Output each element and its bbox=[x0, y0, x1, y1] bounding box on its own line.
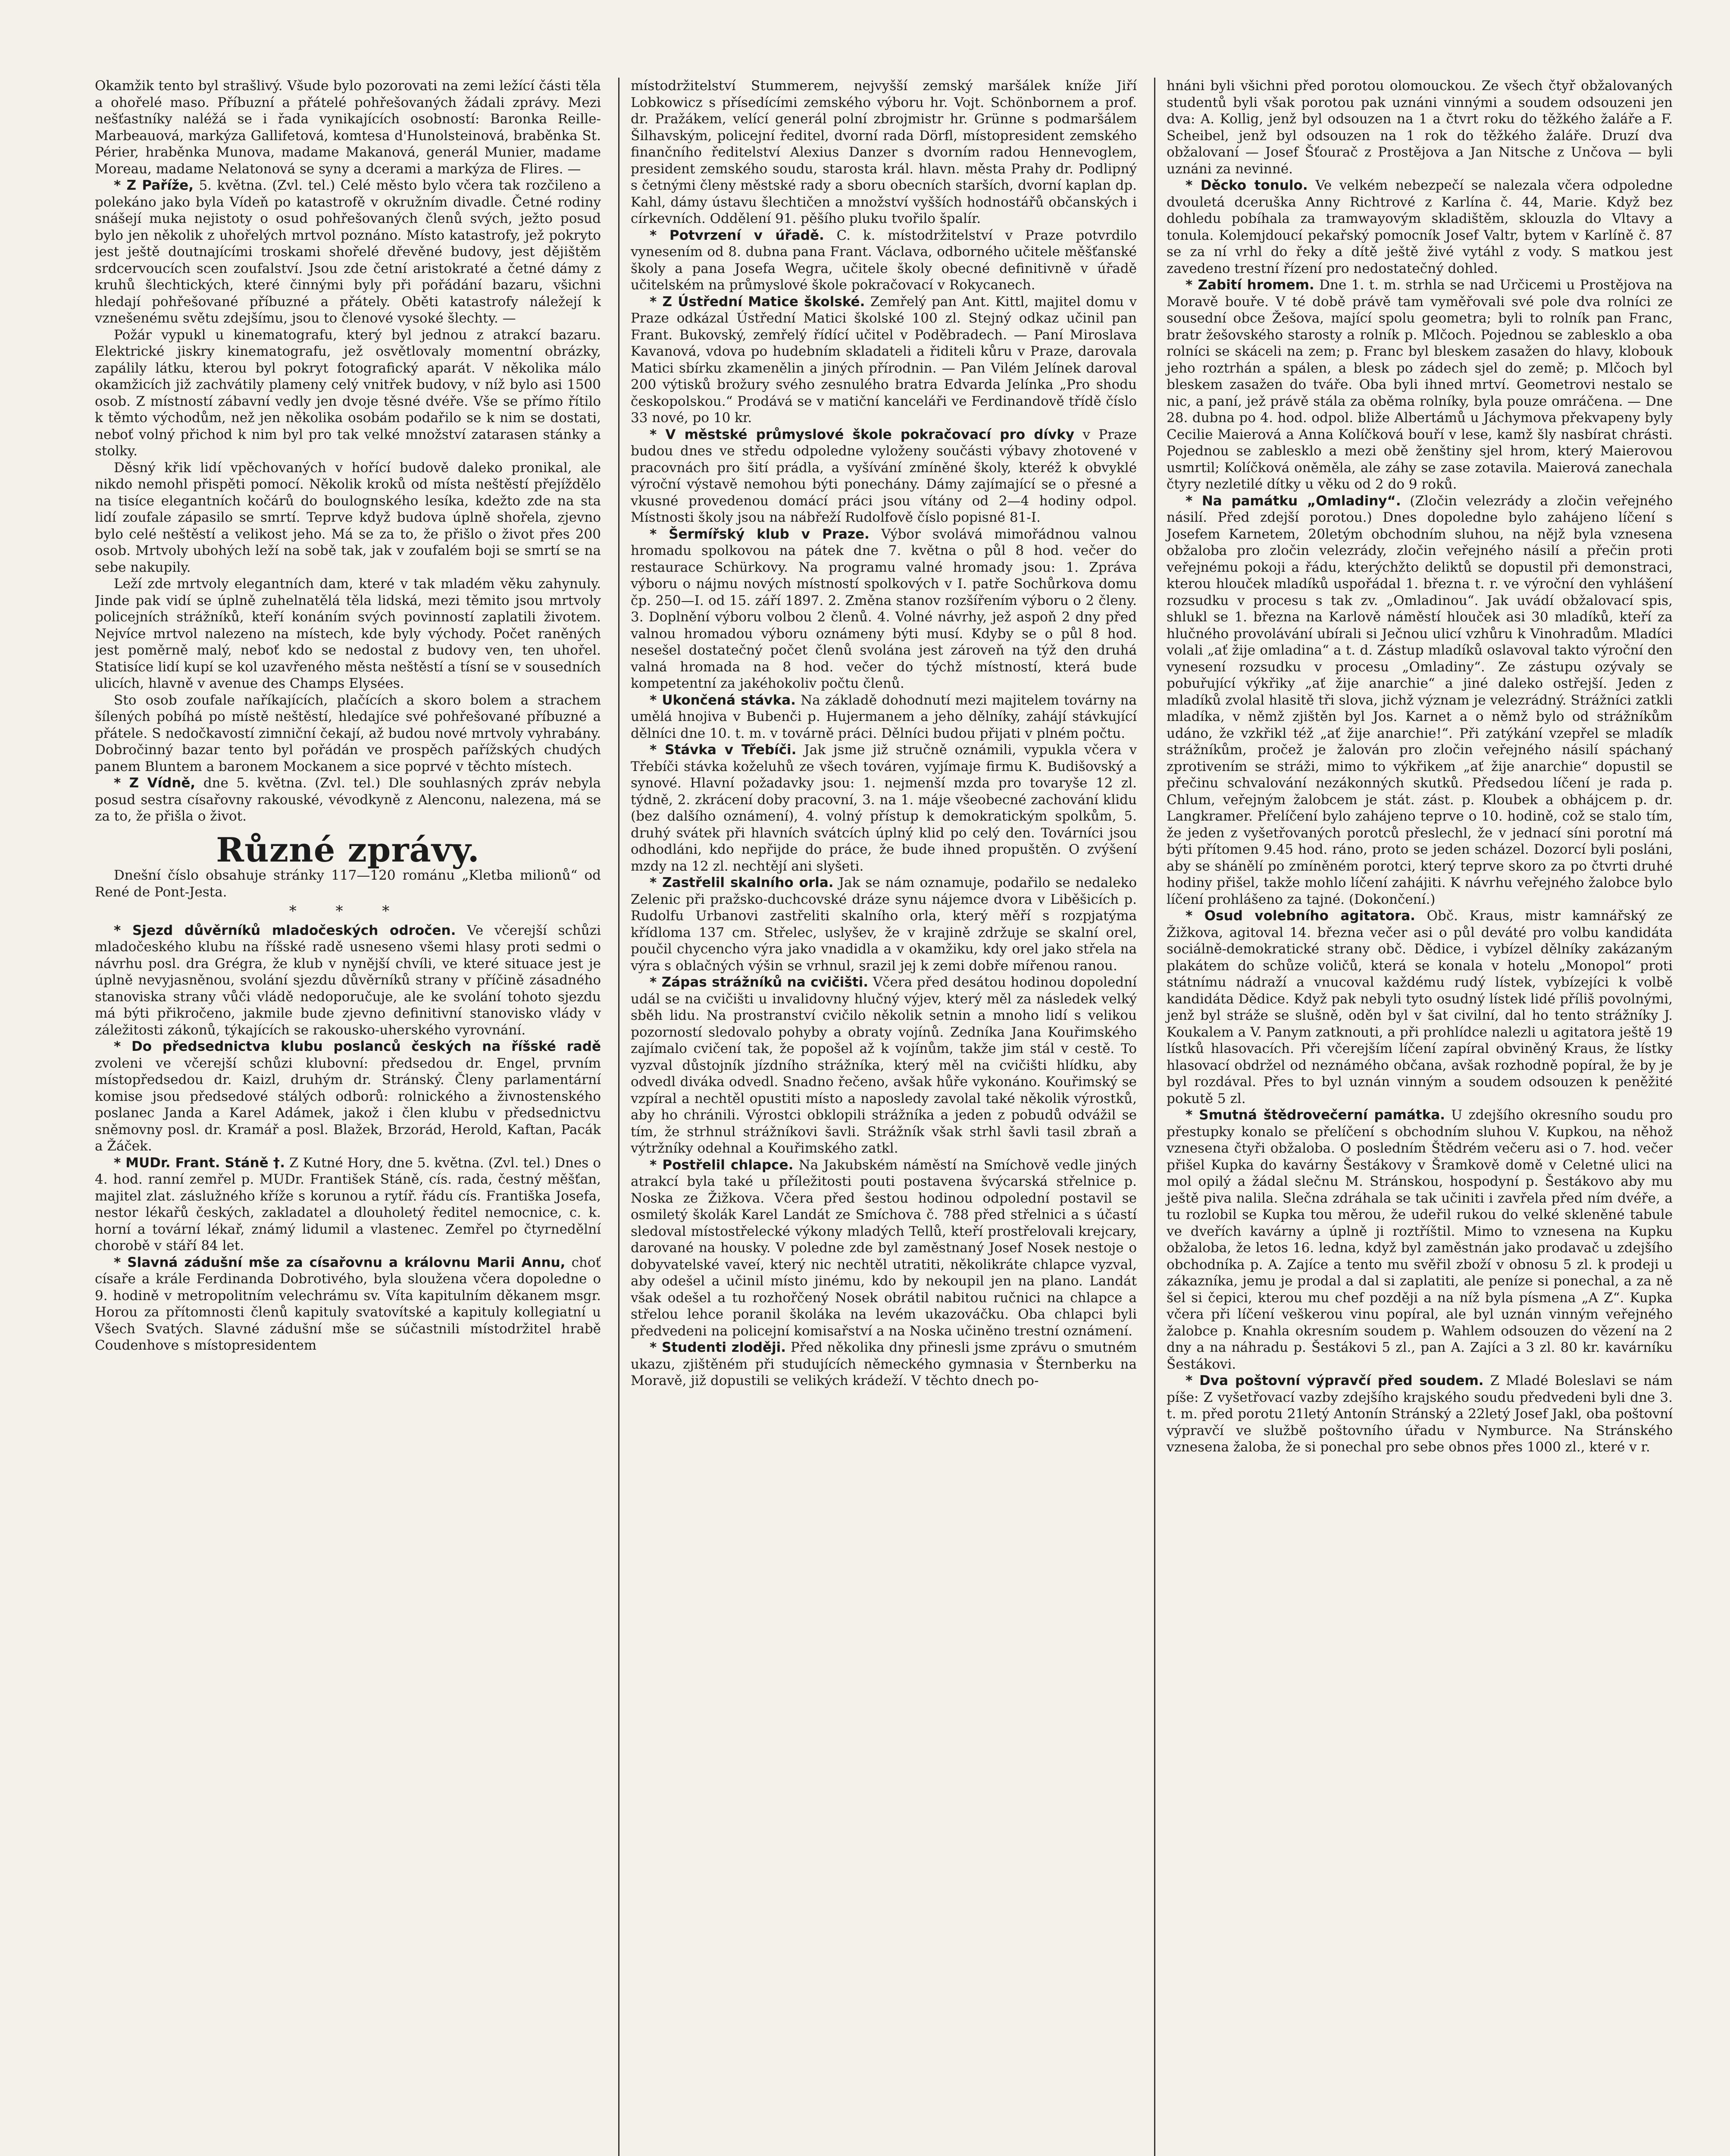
news-item-heading: * Slavná zádušní mše za císařovnu a královnu Marii Annu, bbox=[114, 1254, 566, 1270]
news-item-text: Včera před desátou hodinou dopolední udál se na cvičišti u invalidovny hlučný výjev, který měl za následek velký sběh lidu. Na prostranství cvičilo několik setnin a mnoho lidí s velikou pozorností sledovalo pohyby a obraty vojínů. Zedníka Jana Kouřimského zajímalo cvičení tak, že popošel až k vojínům, takže jim stál v cestě. To vyzval důstojník jízdního strážníka, který měl na cvičišti hlídku, aby odvedl diváka odvedl. Snadno řečeno, avšak hůře vykonáno. Kouřimský se vzpíral a nechtěl opustiti místo a naposledy zavolal také několik výrostků, aby ho chránili. Výrostci obklopili strážníka a jeden z pobudů odvážil se tím, že strhnul strážníkovi šavli. Strážník však strhl šavli tasil zbraň a výtržníky odehnal a Kouřimského zatkl. bbox=[631, 975, 1137, 1156]
news-item-heading: * Sjezd důvěrníků mladočeských odročen. bbox=[114, 922, 456, 938]
news-item bbox=[1167, 493, 1673, 908]
article-paragraph bbox=[631, 78, 1137, 227]
news-item-text: Z Mladé Boleslavi se nám píše: Z vyšetřovací vazby zdejšího krajského soudu předvedeni byli dne 3. t. m. před porotu 21letý Antonín Stránský a 22letý Josef Jakl, oba poštovní výpravčí ve službě poštovního úřadu v Nymburce. Na Stránského vznesena žaloba, že si ponechal pro sebe obnos přes 1000 zl., které v r. bbox=[1167, 1373, 1673, 1455]
article-paragraph bbox=[95, 692, 601, 775]
news-item bbox=[631, 294, 1137, 426]
news-item-text: Ve včerejší schůzi mladočeského klubu na říšské radě usneseno všemi hlasy proti sedmi o návrhu posl. dra Grégra, že klub v nynější chvíli, ve které situace jest je úplně nevyjasněnou, svolání sjezdu důvěrníků strany v příčině zásadného stanoviska strany vůči vládě nedoporučuje, ale ke svolání tohoto sjezdu má býti přikročeno, jakmile bude zjevno definitivní stanovisko vlády v záležitosti zákonů, týkajících se rakousko-uherského vyrovnání. bbox=[95, 922, 601, 1038]
news-item bbox=[631, 426, 1137, 526]
news-item-text: Na základě dohodnutí mezi majitelem továrny na umělá hnojiva v Bubenči p. Hujermanem a jeho dělníky, zahájí stávkující dělníci dne 10. t. m. v továrně práci. Dělníci budou přijati v plném počtu. bbox=[631, 692, 1137, 741]
news-item-text: 5. května. (Zvl. tel.) Celé město bylo včera tak rozčileno a polekáno jako byla Vídeň po katastrofě v okružním divadle. Četné rodiny snášejí muka nejistoty o osud pohřešovaných členů svých, ježto posud bylo jen několik z uhořelých mrtvol poznáno. Místo katastrofy, jež pokryto jest ještě doutnajícími troskami shořelé dřevěné budovy, jest dějištěm srdcervoucích scen zoufalství. Jsou zde četní aristokraté a četné dámy z kruhů šlechtických, které činnými byly při pořádání bazaru, všichni hledají pohřešované příbuzné a přátely. Oběti katastrofy náležejí k vznešenému světu zdejšímu, jsou to členové vysoké šlechty. — bbox=[95, 178, 601, 326]
news-item bbox=[631, 974, 1137, 1157]
news-item bbox=[95, 1254, 601, 1354]
news-item-heading: * Zastřelil skalního orla. bbox=[650, 875, 834, 890]
news-item bbox=[631, 526, 1137, 692]
news-item-text: (Zločin velezrády a zločin veřejného násilí. Před zdejší porotou.) Dnes dopoledne bylo zahájeno líčení s Josefem Karnetem, 20letým obchodním sluhou, na nějž byla vznesena obžaloba pro zločin velezrády, zločin veřejného násilí a přečin proti veřejnému pokoji a řádu, kterýchžto deliktů se dopustil při demonstraci, kterou hlouček mladíků uspořádal 1. března t. r. ve výroční den vyhlášení rozsudku v procesu s tak zv. „Omladinou“. Jak uvádí obžalovací spis, shlukl se 1. března na Karlově náměstí hlouček asi 30 mladíků, kteří za hlučného provolávání ubírali si Ječnou ulicí vzhůru k Vinohradům. Mladíci volali „ať žije omladina“ a t. d. Zástup mladíků oslavoval takto výroční den vynesení rozsudku v procesu „Omladiny“. Ze zástupu ozývaly se pobuřující výkřiky „ať žije anarchie“ a jiné daleko ostřejší. Jeden z mladíků zvolal hlasitě tři slova, jichž význam je velezrádný. Strážníci zatkli mladíka, v němž zjištěn byl Jos. Karnet a o němž bylo od strážníkům udáno, že vzkřikl též „ať žije anarchie!“. Při zatýkání vzepřel se mladík strážníkům, pročež je žalován pro zločin veřejného násilí spáchaný zprotivením se stráži, mimo to výkřikem „ať žije anarchie“ dopustil se přečinu schvalování nezákonných skutků. Předsedou líčení je rada p. Chlum, veřejným žalobcem je stát. zást. p. Kloubek a obhájcem p. dr. Langkramer. Přelíčení bylo zahájeno teprve o 10. hodině, což se stalo tím, že jeden z vyšetřovaných porotců přeslechl, že v jednací síni porotní má býti přítomen 9.45 hod. ráno, proto se jeden scházel. Dozorcí byli posláni, aby se shánělí po zmíněném porotci, který teprve skoro za po čtvrti druhé hodiny přišel, takže mohlo líčení zahájiti. K návrhu veřejného žalobce bylo líčení prohlášeno za tajné. (Dokončení.) bbox=[1167, 493, 1673, 907]
column-left bbox=[95, 78, 601, 2156]
news-item-text: Zemřelý pan Ant. Kittl, majitel domu v Praze odkázal Ústřední Matici školské 100 zl. Stejný odkaz učinil pan Frant. Bukovský, zemřelý řídící učitel v Poděbradech. — Paní Miroslava Kavanová, vdova po hudebním skladateli a řiditeli kůru v Praze, darovala Matici sbírku zkamenělin a jiných přírodnin. — Pan Vilém Jelínek daroval 200 výtisků brožury svého zesnulého bratra Edvarda Jelínka „Pro shodu českopolskou.“ Prodává se v matiční kanceláři ve Ferdinandově třídě číslo 33 nové, po 10 kr. bbox=[631, 294, 1137, 426]
news-item-text: Okamžik tento byl strašlivý. Všude bylo pozorovati na zemi ležící části těla a ohořelé maso. Příbuzní a přátelé pohřešovaných žádali zprávy. Mezi nešťastníky naléžá se i řada vynikajících osobností: Baronka Reille-Marbeauová, markýza Gallifetová, komtesa d'Hunolsteinová, braběnka St. Périer, hraběnka Munova, madame Makanová, generál Munier, madame Moreau, madame Nelatonová se syny a dcerami a markýza de Flires. — bbox=[95, 78, 601, 177]
news-item-text: Dne 1. t. m. strhla se nad Určicemi u Prostějova na Moravě bouře. V té době právě tam vyměřovali své pole dva rolníci ze sousední obce Žešova, mající spolu geometra; byli to rolník pan Franc, bratr žešovského starosty a rolník p. Mlčoch. Pojednou se zablesklo a oba rolníci se skáceli na zem; p. Franc byl bleskem zasažen do hlavy, klobouk jeho roztrhán a spálen, a blesk po zádech sjel do země; p. Mlčoch byl bleskem zasažen do tváře. Oba byli ihned mrtví. Geometrovi nestalo se nic, a paní, jež právě stála za oběma rolníky, byla pouze omráčena. — Dne 28. dubna po 4. hod. odpol. bliže Albertámů u Jáchymova překvapeny byly Cecilie Maierová a Anna Kolíčková bouří v lese, kamž šly nasbírat chrásti. Pojednou se zablesklo a mezi obě ženštiny sjel hrom, který Maierovou usmrtil; Kolíčková oněměla, ale záhy se zase zotavila. Maierová zanechala čtyry nezletilé dítky u věku od 2 do 9 roků. bbox=[1167, 277, 1673, 492]
news-item bbox=[95, 922, 601, 1039]
news-item-heading: * Smutná štědrovečerní památka. bbox=[1186, 1107, 1445, 1123]
news-item-heading: * Stávka v Třebíči. bbox=[650, 742, 797, 758]
news-item bbox=[1167, 1107, 1673, 1373]
section-separator: * * * bbox=[289, 903, 407, 920]
news-item-text: dne 5. května. (Zvl. tel.) Dle souhlasných zpráv nebyla posud sestra císařovny rakouské, vévodkyně z Alenconu, nalezena, má se za to, že přišla o život. bbox=[95, 775, 601, 824]
news-item-heading: * Studenti zloději. bbox=[650, 1340, 786, 1355]
news-item-heading: * MUDr. Frant. Stáně †. bbox=[114, 1155, 285, 1171]
news-item-text: C. k. místodržitelství v Praze potvrdilo vynesením od 8. dubna pana Frant. Václava, odborného učitele měšťanské školy a pana Josefa Wegra, učitele školy obecné definitivně v úřadě učitelském na průmyslové škole pokračovací v Rokycanech. bbox=[631, 227, 1137, 293]
news-item-text: Leží zde mrtvoly elegantních dam, které v tak mladém věku zahynuly. Jinde pak vidí se úplně zuhelnatělá těla lidská, mezi těmito jsou mrtvoly policejních strážníků, kteří konáním svých povinností zaplatili životem. Nejvíce mrtvol nalezeno na místech, kde byly východy. Počet raněných jest poměrně malý, neboť kdo se nedostal z budovy ven, ten uhořel. Statisíce lidí kupí se kol uzavřeného města neštěstí a tísní se v sousedních ulicích, hlavně v avenue des Champs Elysées. bbox=[95, 576, 601, 691]
news-item bbox=[95, 1155, 601, 1254]
news-item-text: místodržitelství Stummerem, nejvyšší zemský maršálek kníže Jiří Lobkowicz s přísedícími zemského výboru hr. Vojt. Schönbornem a prof. dr. Pražákem, velící generál polní zbrojmistr hr. Grünne s podmaršálem Šilhavským, policejní ředitel, dvorní rada Dörfl, místopresident zemského finančního ředitelství Alexius Danzer s dvorním radou Hennevoglem, president zemského soudu, starosta král. hlavn. města Prahy dr. Podlipný s četnými členy městské rady a sboru obecních starších, dvorní kaplan dp. Kahl, dámy ústavu šlechtičen a množství vyšších hodnostářů občanských i církevních. Oddělení 91. pěšího pluku tvořilo špalír. bbox=[631, 78, 1137, 226]
news-item bbox=[631, 1157, 1137, 1340]
news-item-text: Jak se nám oznamuje, podařilo se nedaleko Zelenic při pražsko-duchcovské dráze synu nájemce dvora v Liběšicích p. Rudolfu Urbanovi zastřeliti skalního orla, který měří s rozpjatýma křídloma 137 cm. Střelec, uslyšev, že v krajině zdržuje se skalní orel, poučil chycencho výra jako vnadidla a v okamžiku, kdy orel jako střela na výra s oblačných výšin se vrhnul, srazil jej k zemi dobře mířenou ranou. bbox=[631, 875, 1137, 974]
news-item-heading: * Šermířský klub v Praze. bbox=[650, 526, 870, 542]
news-item bbox=[1167, 908, 1673, 1107]
news-item-text: choť císaře a krále Ferdinanda Dobrotivého, byla sloužena včera dopoledne o 9. hodině v metropolitním velechrámu sv. Víta kapitulním děkanem msgr. Horou za přítomnosti členů kapituly svatovítské a kapituly kollegiatní u Všech Svatých. Slavné zádušní mše se súčastnili místodržitel hrabě Coudenhove s místopresidentem bbox=[95, 1254, 601, 1353]
news-item-text: zvoleni ve včerejší schůzi klubovní: předsedou dr. Engel, prvním místopředsedou dr. Kaizl, druhým dr. Stránský. Členy parlamentární komise jsou předsedové stálých odborů: rolnického a živnostenského poslanec Janda a Karel Adámek, jakož i člen klubu v předsednictvu sněmovny posl. dr. Kramář a posl. Blažek, Brzorád, Herold, Kaftan, Pacák a Žáček. bbox=[95, 1055, 601, 1154]
news-item-heading: * Děcko tonulo. bbox=[1186, 178, 1308, 193]
news-item bbox=[95, 775, 601, 825]
news-item-text: Výbor svolává mimořádnou valnou hromadu spolkovou na pátek dne 7. května o půl 8 hod. večer do restaurace Schürkovy. Na programu valné hromady jsou: 1. Zpráva výboru o nájmu nových místností spolkových v I. patře Sochůrkova domu čp. 250—I. od 15. září 1897. 2. Změna stanov rozšířením výboru o 2 členy. 3. Doplnění výboru volbou 2 členů. 4. Volné návrhy, jež aspoň 2 dny před valnou hromadou výboru oznámeny býti musí. Kdyby se o půl 8 hod. nesešel dostatečný počet členů svolána jest zároveň na týž den druhá valná hromada na 8 hod. večer do týchž místností, která bude kompetentní za jakéhokoliv počtu členů. bbox=[631, 526, 1137, 691]
news-item-heading: * Ukončená stávka. bbox=[650, 692, 796, 708]
newspaper-page bbox=[95, 78, 1673, 2156]
news-item-heading: * V městské průmyslové škole pokračovací pro dívky bbox=[650, 426, 1075, 442]
news-item-text: Sto osob zoufale naříkajících, plačících a skoro bolem a strachem šílených pobíhá po místě neštěstí, hledajíce své pohřešované příbuzné a přátele. S nedočkavostí zimniční čekají, až budou nové mrtvoly vyhrabány. Dobročinný bazar tento byl pořádán ve prospěch pařížských chudých panem Bluntem a baronem Mockanem a sice poprvé v těchto místech. bbox=[95, 692, 601, 774]
news-item-heading: * Z Ústřední Matice školské. bbox=[650, 294, 865, 310]
news-item-text: Před několika dny přinesli jsme zprávu o smutném ukazu, zjištěném při studujících německého gymnasia v Šternberku na Moravě, již dopustili se velikých krádeží. V těchto dnech po- bbox=[631, 1340, 1137, 1388]
news-item-text: Ve velkém nebezpečí se nalezala včera odpoledne dvouletá dceruška Anny Richtrové z Karlína č. 44, Marie. Když bez dohledu pobíhala za tramwayovým skladištěm, sklouzla do Vltavy a tonula. Kolemjdoucí pekařský pomocník Josef Valtr, bytem v Karlíně č. 87 se za ní vrhl do řeky a dítě ještě živé vytáhl z vody. S matkou jest zavedeno trestní řízení pro nedostatečný dohled. bbox=[1167, 178, 1673, 276]
news-item-heading: * Z Paříže, bbox=[114, 178, 194, 193]
news-item-text: U zdejšího okresního soudu pro přestupky konalo se přelíčení s obchodním sluhou V. Kupkou, na něhož vznesena čtyři obžaloba. O posledním Štědrém večeru asi o 7. hod. večer přišel Kupka do kavárny Šestákovy v Šramkově domě v Celetné ulici na mol opilý a žádal slečnu M. Stránskou, hospodyní p. Šestákovo aby mu ještě piva nalila. Slečna zdráhala se tak učiniti i zavřela před ním dvéře, a tu rozlobil se Kupka tou měrou, že udeřil rukou do velké skleněné tabule ve dveřích kavárny a úplně ji roztříštil. Mimo to vznesena na Kupku obžaloba, že letos 16. ledna, když byl zaměstnán jako prodavač u zdejšího obchodníka p. A. Zajíce a tento mu svěřil zboží v obnosu 5 zl. k prodeji u zákazníka, jemu je prodal a dal si zaplatiti, ale peníze si ponechal, a za ně šel si čepici, kterou mu chef později a na níž byla písmena „A Z“. Kupka včera při líčení veškerou vinu popíral, ale byl uznán vinným veřejného žalobce p. Knahla okresním soudem p. Wahlem odsouzen do vězení na 2 dny a na náhradu p. Šestákovi 5 zl., pan A. Zajíci a 3 zl. 80 kr. kavárníku Šestákovi. bbox=[1167, 1107, 1673, 1372]
news-item-text: Dnešní číslo obsahuje stránky 117—120 románu „Kletba milionů“ od René de Pont-Jesta. bbox=[95, 868, 601, 900]
news-item-text: v Praze budou dnes ve středu odpoledne vyloženy součásti výbavy zhotovené v pracovnách pro šití prádla, a vyšívání zmíněné školy, kteréž k obvyklé výroční výstavě nemohou býti ponechány. Dámy zajímající se o přesné a vkusné provedenou domácí práci jsou vítány od 2—4 hodiny odpol. Místnosti školy jsou na nábřeží Rudolfově číslo popisné 81-I. bbox=[631, 426, 1137, 525]
news-item bbox=[1167, 177, 1673, 277]
article-paragraph bbox=[95, 460, 601, 576]
news-item-heading: * Dva poštovní výpravčí před soudem. bbox=[1186, 1373, 1484, 1388]
article-paragraph bbox=[95, 327, 601, 460]
news-item bbox=[95, 177, 601, 327]
news-item-heading: * Zabití hromem. bbox=[1186, 277, 1314, 293]
news-item bbox=[631, 227, 1137, 294]
column-right bbox=[1154, 78, 1673, 2156]
news-item bbox=[631, 742, 1137, 874]
column-middle bbox=[618, 78, 1137, 2156]
news-item bbox=[1167, 277, 1673, 493]
news-item-heading: * Zápas strážníků na cvičišti. bbox=[650, 975, 869, 990]
news-item-heading: * Do předsednictva klubu poslanců českých na říšské radě bbox=[114, 1039, 601, 1054]
article-paragraph bbox=[1167, 78, 1673, 177]
news-item-text: Na Jakubském náměstí na Smíchově vedle jiných atrakcí byla také u příležitosti pouti postavena švýcarská střelnice p. Noska ze Žižkova. Včera před šestou hodinou odpolední postavil se osmiletý školák Karel Landát ze Smíchova č. 788 před střelnici a s účastí sledoval místostřelecké výkony mladých Tellů, kteří prostřelovali krejcary, darované na housky. V poledne zde byl zaměstnaný Josef Nosek nestoje o dobyvatelské vaveí, který nic nechtěl utratiti, několikráte chlapce vyzval, aby odešel a učinil místo jinému, kdo by nekoupil jen na plano. Landát však odešel a tu rozhořčený Nosek obrátil nabitou ručnici na chlapce a střelou lehce poranil školáka na levém ukazováčku. Oba chlapci byli předvedeni na policejní komisařství a na Noska učiněno trestní oznámení. bbox=[631, 1157, 1137, 1339]
article-paragraph bbox=[95, 576, 601, 692]
news-item-text: Obč. Kraus, mistr kamnářský ze Žižkova, agitoval 14. března večer asi o půl deváté pro volbu kandidáta sociálně-demokratické strany obč. Dědice, i vybízel dělníky zakázaným plakátem do schůze voličů, která se konala v hotelu „Monopol“ proti státnímu nádraží a vnucoval každému rudý lístek, vybízejíci k volbě kandidáta Dědice. Když pak nebyli tyto osudný lístek lidé příliš povolnými, jenž byl stráže se slušně, oděn byl v šat civilní, dal ho tento strážníky J. Koukalem a V. Panym zatknouti, a při prohlídce nalezli u agitatora ještě 19 lístků hlasovacích. Při včerejším líčení zapíral obviněný Kraus, že lístky hlasovací obdržel od neznámého občana, avšak rozhodně popíral, že by je byl rozdával. Přes to byl uznán vinným a soudem odsouzen k peněžité pokutě 5 zl. bbox=[1167, 908, 1673, 1106]
news-item-text: Z Kutné Hory, dne 5. května. (Zvl. tel.) Dnes o 4. hod. ranní zemřel p. MUDr. František Stáně, cís. rada, čestný měšťan, majitel zlat. záslužného kříže s korunou a rytíř. řádu cís. Františka Josefa, nestor lékařů českých, zakladatel a dlouholetý ředitel nemocnice, c. k. horní a tovární lékař, známý lidumil a vlastenec. Zemřel po čtyrnedělní chorobě v stáří 84 let. bbox=[95, 1155, 601, 1253]
news-item bbox=[631, 874, 1137, 974]
news-item-heading: * Na památku „Omladiny“. bbox=[1186, 493, 1401, 509]
news-item bbox=[1167, 1373, 1673, 1456]
article-paragraph bbox=[95, 78, 601, 177]
news-item-heading: * Osud volebního agitatora. bbox=[1186, 908, 1415, 924]
news-item-text: Jak jsme již stručně oznámili, vypukla včera v Třebíči stávka koželuhů ze všech továren, vyjímaje firmu K. Budišovský a synové. Hlavní požadavky jsou: 1. nejmenší mzda pro tovaryše 12 zl. týdně, 2. zkrácení doby pracovní, 3. na 1. máje všeobecné zachování klidu (bez dalšího oznámení), 4. volný přístup k demokratickým spolkům, 5. druhý svátek při hlavních svátcích úplný klid po celý den. Továrníci jsou odhodláni, kdo nepřijde do práce, že bude ihned propuštěn. O zvýšení mzdy na 12 zl. nechtějí ani slyšeti. bbox=[631, 742, 1137, 874]
news-item bbox=[631, 692, 1137, 742]
article-paragraph bbox=[95, 867, 601, 900]
news-item bbox=[631, 1339, 1137, 1389]
news-item-heading: * Potvrzení v úřadě. bbox=[650, 227, 824, 243]
news-item-text: Požár vypukl u kinematografu, který byl jednou z atrakcí bazaru. Elektrické jiskry kinematografu, jež osvětlovaly momentní obrázky, zapálily látku, kterou byl pokryt fotografický aparát. V několika málo okamžicích již zachvátily plameny celý vnitřek budovy, v níž bylo asi 1500 osob. Z místností zábavní vedly jen dvoje těsné dvéře. Vše se přímo řítilo k těmto východům, než jen několika osobám podařilo se k nim se dostati, neboť volný přichod k nim byl pro tak velké množství zatarasen stánky a stolky. bbox=[95, 327, 601, 459]
news-item-text: Děsný křik lidí vpěchovaných v hořící budově daleko pronikal, ale nikdo nemohl přispěti pomocí. Několik kroků od místa neštěstí přejíždělo na tisíce elegantních kočárů do boulognského lesíka, kdežto zde na sta lidí zoufale zápasilo se smrtí. Teprve když budova úplně shořela, zjevno bylo celé neštěstí a velikost jeho. Má se za to, že přišlo o život přes 200 osob. Mrtvoly ubohých leží na sobě tak, jak v zoufalém boji se smrtí se na sebe nakupily. bbox=[95, 460, 601, 575]
news-item-heading: * Z Vídně, bbox=[114, 775, 196, 791]
section-title: Různé zprávy. bbox=[216, 830, 480, 870]
news-item bbox=[95, 1038, 601, 1155]
news-item-heading: * Postřelil chlapce. bbox=[650, 1157, 794, 1173]
news-item-text: hnáni byli všichni před porotou olomouckou. Ze všech čtyř obžalovaných studentů byli však porotou pak uznáni vinnými a soudem odsouzeni jen dva: A. Kollig, jenž byl odsouzen na 1 a čtvrt roku do těžkého žaláře a F. Scheibel, jenž byl odsouzen na 1 rok do těžkého žaláře. Druzí dva obžalovaní — Josef Šťourač z Prostějova a Jan Nitsche z Unčova — byli uznáni za nevinné. bbox=[1167, 78, 1673, 177]
